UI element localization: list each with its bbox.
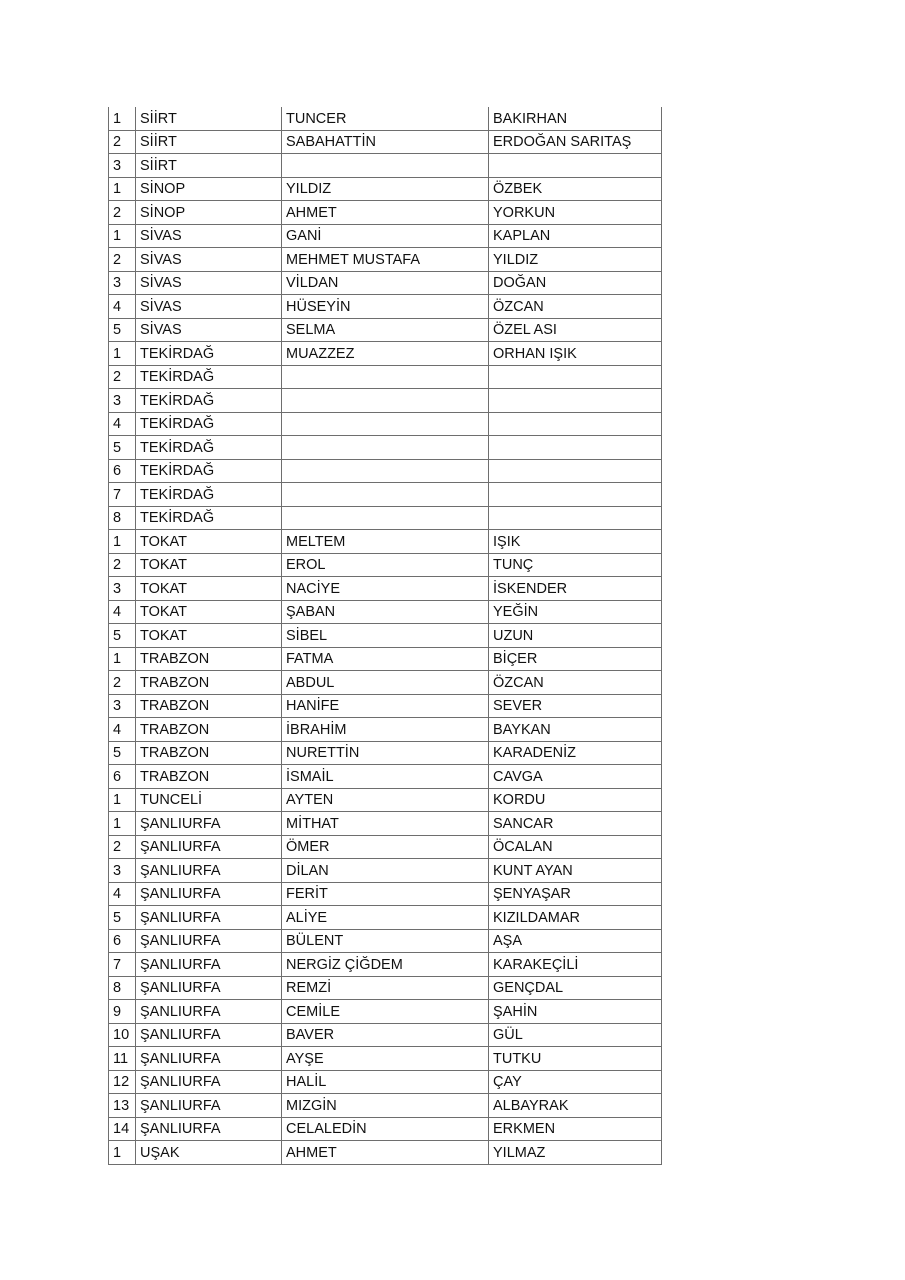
table-row [109,271,662,295]
city-cell: ŞANLIURFA [136,976,282,1000]
first-name-cell: ÖMER [282,835,489,859]
first-name-cell: İSMAİL [282,765,489,789]
table-row [109,859,662,883]
row-number-cell: 3 [109,694,136,718]
table-row [109,929,662,953]
city-cell: TEKİRDAĞ [136,506,282,530]
row-number-cell: 4 [109,882,136,906]
last-name-cell: DOĞAN [489,271,662,295]
table-row [109,1000,662,1024]
row-number-cell: 2 [109,835,136,859]
table-row [109,248,662,272]
last-name-cell: CAVGA [489,765,662,789]
first-name-cell: AYŞE [282,1047,489,1071]
first-name-cell: ABDUL [282,671,489,695]
city-cell: ŞANLIURFA [136,1023,282,1047]
row-number-cell: 9 [109,1000,136,1024]
row-number-cell: 11 [109,1047,136,1071]
row-number-cell: 1 [109,812,136,836]
last-name-cell [489,506,662,530]
table-row [109,577,662,601]
first-name-cell: MIZGİN [282,1094,489,1118]
table-row [109,906,662,930]
table-row [109,882,662,906]
first-name-cell [282,459,489,483]
first-name-cell: GANİ [282,224,489,248]
row-number-cell: 6 [109,765,136,789]
first-name-cell: MEHMET MUSTAFA [282,248,489,272]
city-cell: SİVAS [136,224,282,248]
city-cell: ŞANLIURFA [136,812,282,836]
table-row [109,365,662,389]
city-cell: TUNCELİ [136,788,282,812]
first-name-cell: CELALEDİN [282,1117,489,1141]
first-name-cell: REMZİ [282,976,489,1000]
first-name-cell: NERGİZ ÇİĞDEM [282,953,489,977]
last-name-cell: ÖZBEK [489,177,662,201]
row-number-cell: 5 [109,741,136,765]
row-number-cell: 12 [109,1070,136,1094]
table-row [109,600,662,624]
row-number-cell: 7 [109,483,136,507]
row-number-cell: 10 [109,1023,136,1047]
city-cell: TRABZON [136,647,282,671]
city-cell: TRABZON [136,694,282,718]
table-row [109,412,662,436]
first-name-cell: AYTEN [282,788,489,812]
first-name-cell: ŞABAN [282,600,489,624]
last-name-cell: KAPLAN [489,224,662,248]
row-number-cell: 3 [109,859,136,883]
last-name-cell: TUNÇ [489,553,662,577]
city-cell: TRABZON [136,765,282,789]
last-name-cell: ORHAN IŞIK [489,342,662,366]
table-row [109,1023,662,1047]
city-cell: ŞANLIURFA [136,1117,282,1141]
table-row [109,553,662,577]
city-cell: TEKİRDAĞ [136,412,282,436]
row-number-cell: 1 [109,342,136,366]
city-cell: TEKİRDAĞ [136,483,282,507]
first-name-cell: İBRAHİM [282,718,489,742]
row-number-cell: 1 [109,1141,136,1165]
city-cell: SİİRT [136,107,282,130]
table-row [109,201,662,225]
row-number-cell: 2 [109,671,136,695]
first-name-cell: TUNCER [282,107,489,130]
first-name-cell [282,483,489,507]
last-name-cell [489,459,662,483]
city-cell: SİİRT [136,154,282,178]
last-name-cell [489,154,662,178]
last-name-cell: KARADENİZ [489,741,662,765]
last-name-cell: GÜL [489,1023,662,1047]
first-name-cell: BÜLENT [282,929,489,953]
row-number-cell: 2 [109,365,136,389]
last-name-cell: BAKIRHAN [489,107,662,130]
last-name-cell: ŞENYAŞAR [489,882,662,906]
first-name-cell: BAVER [282,1023,489,1047]
table-row [109,436,662,460]
candidate-table-body [109,107,662,1164]
first-name-cell: AHMET [282,1141,489,1165]
table-row [109,976,662,1000]
last-name-cell: KUNT AYAN [489,859,662,883]
row-number-cell: 8 [109,506,136,530]
row-number-cell: 3 [109,577,136,601]
row-number-cell: 4 [109,600,136,624]
city-cell: TEKİRDAĞ [136,389,282,413]
last-name-cell: ÖCALAN [489,835,662,859]
first-name-cell [282,436,489,460]
first-name-cell: NACİYE [282,577,489,601]
table-row [109,295,662,319]
city-cell: ŞANLIURFA [136,882,282,906]
table-row [109,130,662,154]
last-name-cell [489,365,662,389]
table-row [109,483,662,507]
first-name-cell: FATMA [282,647,489,671]
city-cell: TOKAT [136,577,282,601]
row-number-cell: 1 [109,647,136,671]
table-row [109,530,662,554]
first-name-cell: SABAHATTİN [282,130,489,154]
table-row [109,342,662,366]
last-name-cell: YORKUN [489,201,662,225]
table-row [109,1094,662,1118]
row-number-cell: 3 [109,154,136,178]
city-cell: TRABZON [136,671,282,695]
row-number-cell: 2 [109,553,136,577]
city-cell: SİNOP [136,177,282,201]
row-number-cell: 4 [109,295,136,319]
table-row [109,318,662,342]
row-number-cell: 1 [109,530,136,554]
city-cell: TOKAT [136,600,282,624]
row-number-cell: 3 [109,389,136,413]
first-name-cell [282,506,489,530]
first-name-cell [282,389,489,413]
table-row [109,835,662,859]
table-row [109,389,662,413]
table-row [109,1117,662,1141]
table-row [109,1070,662,1094]
city-cell: ŞANLIURFA [136,1047,282,1071]
candidate-table [108,107,662,1165]
last-name-cell: YEĞİN [489,600,662,624]
last-name-cell: TUTKU [489,1047,662,1071]
row-number-cell: 8 [109,976,136,1000]
table-row [109,812,662,836]
first-name-cell [282,412,489,436]
city-cell: ŞANLIURFA [136,906,282,930]
table-row [109,224,662,248]
city-cell: TEKİRDAĞ [136,342,282,366]
first-name-cell: SİBEL [282,624,489,648]
city-cell: TRABZON [136,718,282,742]
table-row [109,953,662,977]
city-cell: TEKİRDAĞ [136,365,282,389]
row-number-cell: 3 [109,271,136,295]
last-name-cell [489,412,662,436]
city-cell: TEKİRDAĞ [136,436,282,460]
row-number-cell: 4 [109,718,136,742]
last-name-cell [489,389,662,413]
last-name-cell: GENÇDAL [489,976,662,1000]
table-row [109,624,662,648]
table-row [109,647,662,671]
row-number-cell: 1 [109,224,136,248]
table-row [109,107,662,130]
table-row [109,506,662,530]
row-number-cell: 14 [109,1117,136,1141]
last-name-cell: KIZILDAMAR [489,906,662,930]
first-name-cell: ALİYE [282,906,489,930]
row-number-cell: 5 [109,318,136,342]
table-row [109,718,662,742]
row-number-cell: 7 [109,953,136,977]
first-name-cell: CEMİLE [282,1000,489,1024]
last-name-cell: YILMAZ [489,1141,662,1165]
city-cell: TRABZON [136,741,282,765]
last-name-cell: ÖZCAN [489,671,662,695]
last-name-cell: ERKMEN [489,1117,662,1141]
last-name-cell: ALBAYRAK [489,1094,662,1118]
city-cell: SİVAS [136,295,282,319]
first-name-cell: FERİT [282,882,489,906]
table-row [109,459,662,483]
table-row [109,765,662,789]
row-number-cell: 1 [109,788,136,812]
first-name-cell: MELTEM [282,530,489,554]
city-cell: SİNOP [136,201,282,225]
table-row [109,177,662,201]
last-name-cell [489,483,662,507]
last-name-cell: UZUN [489,624,662,648]
row-number-cell: 6 [109,929,136,953]
last-name-cell: BİÇER [489,647,662,671]
city-cell: TOKAT [136,553,282,577]
last-name-cell: ÇAY [489,1070,662,1094]
table-row [109,788,662,812]
row-number-cell: 5 [109,436,136,460]
city-cell: ŞANLIURFA [136,835,282,859]
first-name-cell: VİLDAN [282,271,489,295]
last-name-cell: İSKENDER [489,577,662,601]
last-name-cell: ÖZEL ASI [489,318,662,342]
last-name-cell: SANCAR [489,812,662,836]
first-name-cell: EROL [282,553,489,577]
row-number-cell: 5 [109,624,136,648]
first-name-cell: NURETTİN [282,741,489,765]
first-name-cell: HALİL [282,1070,489,1094]
city-cell: TEKİRDAĞ [136,459,282,483]
city-cell: UŞAK [136,1141,282,1165]
city-cell: ŞANLIURFA [136,1094,282,1118]
city-cell: SİVAS [136,318,282,342]
city-cell: SİİRT [136,130,282,154]
city-cell: ŞANLIURFA [136,859,282,883]
city-cell: TOKAT [136,624,282,648]
city-cell: TOKAT [136,530,282,554]
row-number-cell: 6 [109,459,136,483]
row-number-cell: 4 [109,412,136,436]
table-row [109,741,662,765]
row-number-cell: 2 [109,248,136,272]
city-cell: ŞANLIURFA [136,1070,282,1094]
row-number-cell: 2 [109,201,136,225]
last-name-cell: ÖZCAN [489,295,662,319]
city-cell: ŞANLIURFA [136,1000,282,1024]
city-cell: SİVAS [136,271,282,295]
row-number-cell: 1 [109,107,136,130]
row-number-cell: 13 [109,1094,136,1118]
last-name-cell: SEVER [489,694,662,718]
first-name-cell: MİTHAT [282,812,489,836]
first-name-cell: MUAZZEZ [282,342,489,366]
first-name-cell: YILDIZ [282,177,489,201]
first-name-cell: HÜSEYİN [282,295,489,319]
table-row [109,154,662,178]
first-name-cell [282,365,489,389]
table-row [109,694,662,718]
last-name-cell: IŞIK [489,530,662,554]
first-name-cell: AHMET [282,201,489,225]
row-number-cell: 1 [109,177,136,201]
last-name-cell: ŞAHİN [489,1000,662,1024]
table-row [109,1141,662,1165]
first-name-cell: SELMA [282,318,489,342]
last-name-cell: YILDIZ [489,248,662,272]
last-name-cell: KARAKEÇİLİ [489,953,662,977]
last-name-cell: KORDU [489,788,662,812]
table-row [109,671,662,695]
city-cell: ŞANLIURFA [136,929,282,953]
row-number-cell: 2 [109,130,136,154]
last-name-cell: BAYKAN [489,718,662,742]
city-cell: SİVAS [136,248,282,272]
first-name-cell [282,154,489,178]
row-number-cell: 5 [109,906,136,930]
last-name-cell: AŞA [489,929,662,953]
table-row [109,1047,662,1071]
first-name-cell: HANİFE [282,694,489,718]
last-name-cell [489,436,662,460]
first-name-cell: DİLAN [282,859,489,883]
city-cell: ŞANLIURFA [136,953,282,977]
last-name-cell: ERDOĞAN SARITAŞ [489,130,662,154]
